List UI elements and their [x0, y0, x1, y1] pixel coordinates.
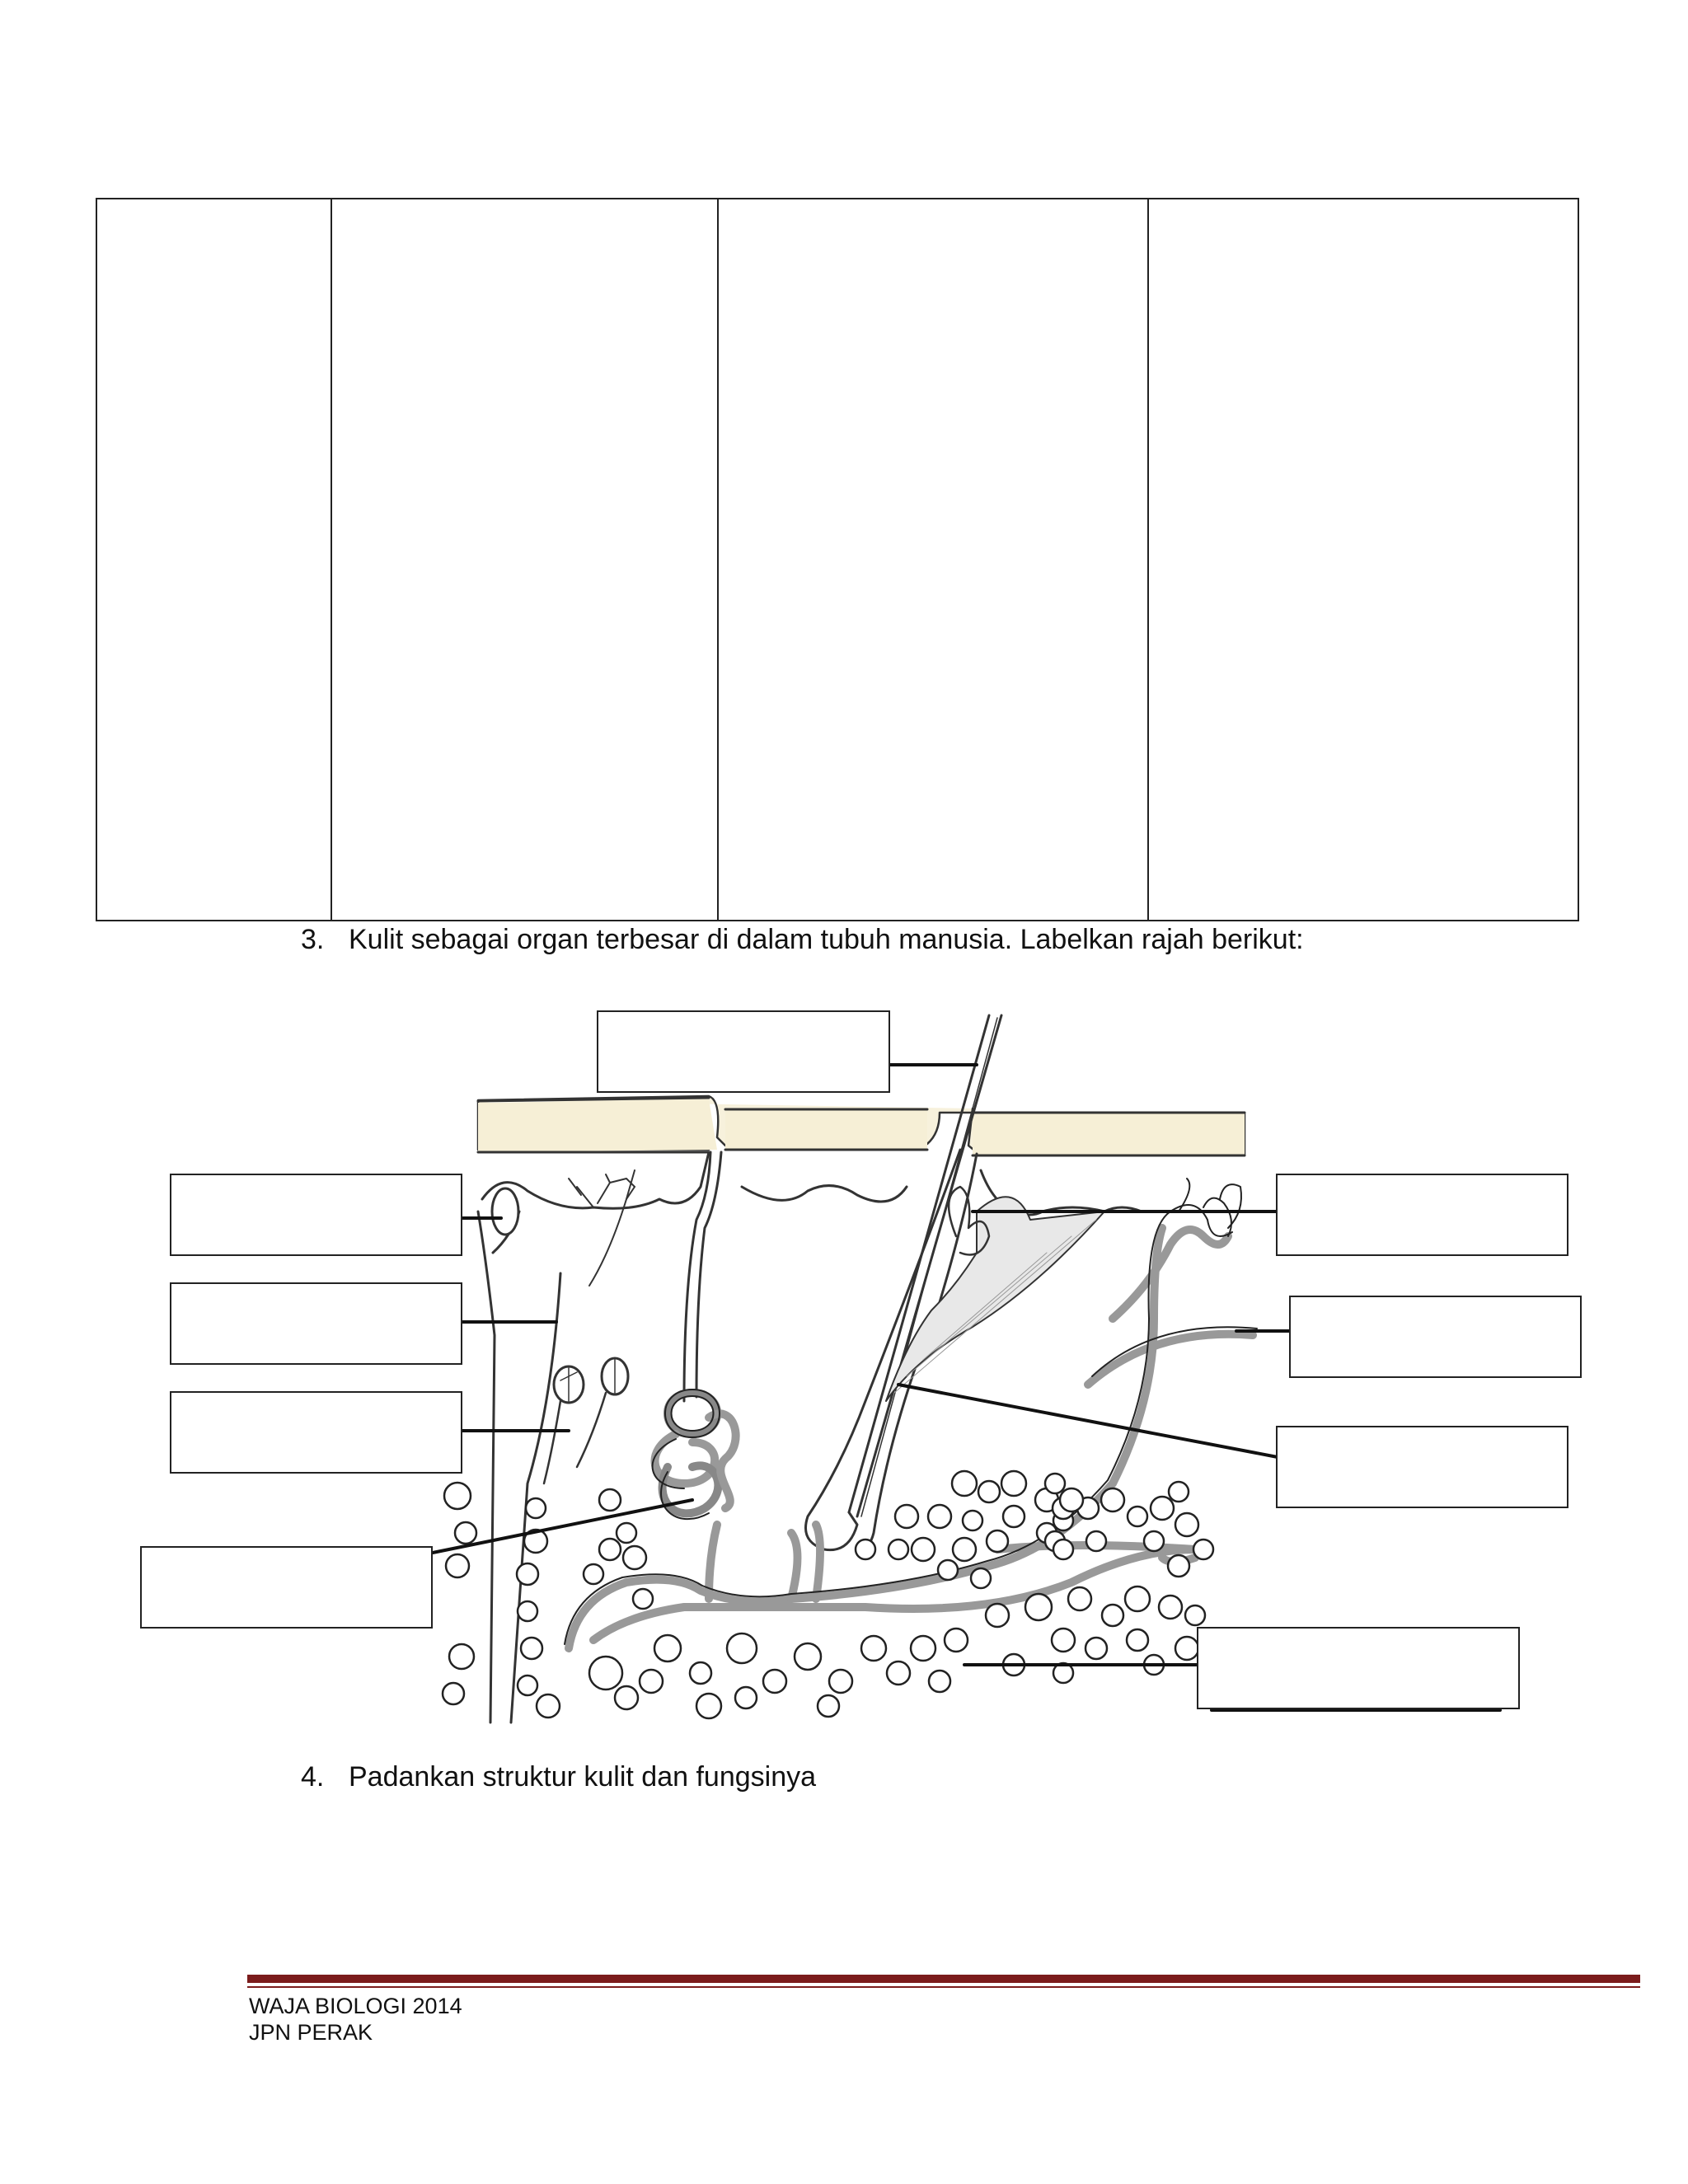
label-box-pacinian-corpuscle[interactable]: [170, 1391, 462, 1474]
question-3-text: Kulit sebagai organ terbesar di dalam tubuh manusia. Labelkan rajah berikut:: [349, 924, 1304, 955]
table-column-divider: [331, 199, 332, 920]
question-4: [301, 1760, 816, 1793]
epidermis-layer: [478, 1096, 1245, 1155]
dermis-boundary: [482, 1152, 1142, 1215]
label-box-arrector-pili-muscle[interactable]: [1276, 1426, 1568, 1508]
sebaceous-gland: [949, 1187, 989, 1255]
answer-table: [96, 198, 1579, 921]
question-4-text: Padankan struktur kulit dan fungsinya: [349, 1761, 817, 1793]
footer-rule: [247, 1975, 1640, 1983]
blood-vessel-outlines: [565, 1179, 1257, 1644]
question-3-number: 3.: [301, 924, 325, 955]
leader-lines: [433, 1065, 1500, 1710]
label-box-blood-capillary[interactable]: [1289, 1296, 1582, 1378]
table-column-divider: [717, 199, 719, 920]
label-box-adipose-tissue[interactable]: [1197, 1627, 1520, 1709]
label-box-sweat-gland[interactable]: [140, 1546, 433, 1629]
sweat-gland: [655, 1393, 736, 1513]
adipose-tissue: [443, 1471, 1213, 1718]
footer-line-1: WAJA BIOLOGI 2014: [249, 1994, 462, 2018]
footer-line-2: JPN PERAK: [249, 2020, 373, 2045]
label-box-sebaceous-gland[interactable]: [1276, 1174, 1568, 1256]
blood-vessels: [569, 1228, 1253, 1648]
table-column-divider: [1147, 199, 1149, 920]
label-box-sensory-nerve[interactable]: [170, 1282, 462, 1365]
question-3: [301, 923, 1304, 956]
meissner-corpuscle: [492, 1188, 518, 1235]
hair-follicle: [806, 1150, 978, 1554]
sweat-duct: [684, 1152, 721, 1401]
label-box-hair[interactable]: [597, 1010, 890, 1093]
arrector-pili-muscle: [886, 1197, 1104, 1401]
footer-rule-thin: [247, 1986, 1640, 1988]
label-box-meissner-corpuscle[interactable]: [170, 1174, 462, 1256]
question-4-number: 4.: [301, 1761, 325, 1793]
